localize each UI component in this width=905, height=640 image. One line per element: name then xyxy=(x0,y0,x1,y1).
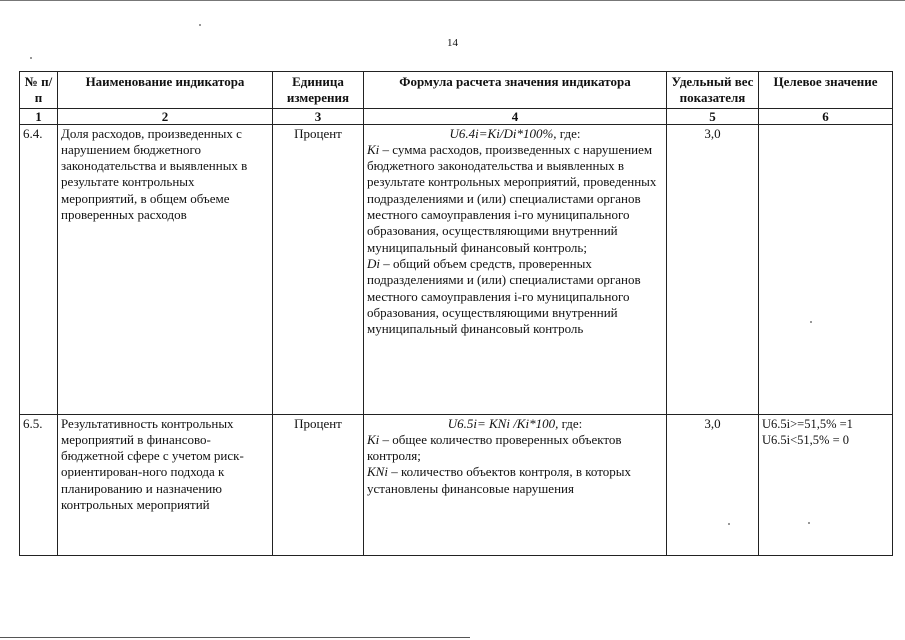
scan-speck xyxy=(199,24,201,26)
formula-definition xyxy=(367,432,663,465)
column-number: 3 xyxy=(273,108,364,124)
formula-suffix: где: xyxy=(558,415,583,431)
formula-term: Ki xyxy=(367,141,380,157)
formula-definition xyxy=(367,464,663,497)
formula-expression: U6.4i=Ki/Di*100%, xyxy=(449,125,557,141)
formula-term: KNi xyxy=(367,464,388,480)
formula-definition xyxy=(367,256,663,337)
header-formula: Формула расчета значения индикатора xyxy=(364,72,667,109)
header-name: Наименование индикатора xyxy=(58,72,273,109)
header-weight: Удельный вес показателя xyxy=(667,72,759,109)
scan-speck xyxy=(30,57,32,59)
scan-edge-bottom xyxy=(0,637,470,638)
table-row xyxy=(20,124,893,414)
formula-term: Di xyxy=(367,255,380,271)
formula-term-text: – количество объектов контроля, в которых установлены финансовые нарушения xyxy=(367,464,631,496)
column-number: 2 xyxy=(58,108,273,124)
formula-term: Ki xyxy=(367,431,380,447)
column-number: 6 xyxy=(759,108,893,124)
column-number-row xyxy=(20,108,893,124)
formula-term-text: – сумма расходов, произведенных с нарушением бюджетного законодательства и выявленных в результате контрольных мероприятий, проведенных подразделениями и (или) специалистами органов местного самоуправления i-го муниципального образования, осуществляющими внутренний муниципальный финансовый контроль; xyxy=(367,141,657,255)
scan-speck xyxy=(808,522,810,524)
row-number: 6.5. xyxy=(20,414,58,555)
formula-suffix: где: xyxy=(556,125,581,141)
header-unit: Единица измерения xyxy=(273,72,364,109)
page-number: 14 xyxy=(447,37,458,49)
weight-cell: 3,0 xyxy=(667,414,759,555)
formula-term-text: – общий объем средств, проверенных подразделениями и (или) специалистами органов местного самоуправления i-го муниципального образования, осуществляющими внутренний муниципальный финансовый контроль xyxy=(367,255,641,337)
target-value: U6.5i<51,5% = 0 xyxy=(762,432,850,447)
scan-edge-top xyxy=(0,0,905,1)
column-number: 4 xyxy=(364,108,667,124)
formula-title xyxy=(367,126,663,142)
header-target: Целевое значение xyxy=(759,72,893,109)
scan-speck xyxy=(728,523,730,525)
formula-expression: U6.5i= KNi /Ki*100, xyxy=(447,415,559,431)
target-cell xyxy=(759,414,893,555)
column-number: 1 xyxy=(20,108,58,124)
indicator-table xyxy=(19,71,893,556)
formula-cell xyxy=(364,124,667,414)
indicator-name: Доля расходов, произведенных с нарушением бюджетного законодательства и выявленных в результате контрольных мероприятий, в общем объеме проверенных расходов xyxy=(58,124,273,414)
row-number: 6.4. xyxy=(20,124,58,414)
scan-speck xyxy=(810,321,812,323)
target-cell xyxy=(759,124,893,414)
target-value: U6.5i>=51,5% =1 xyxy=(762,416,853,431)
table-row xyxy=(20,414,893,555)
header-row xyxy=(20,72,893,109)
formula-title xyxy=(367,416,663,432)
indicator-name: Результативность контрольных мероприятий в финансово-бюджетной сфере с учетом риск-ориентирован-ного подхода к планированию и назначению контрольных мероприятий xyxy=(58,414,273,555)
header-num: № п/п xyxy=(20,72,58,109)
formula-cell xyxy=(364,414,667,555)
weight-cell: 3,0 xyxy=(667,124,759,414)
formula-definition xyxy=(367,142,663,256)
unit-cell: Процент xyxy=(273,124,364,414)
unit-cell: Процент xyxy=(273,414,364,555)
formula-term-text: – общее количество проверенных объектов контроля; xyxy=(367,431,622,464)
column-number: 5 xyxy=(667,108,759,124)
